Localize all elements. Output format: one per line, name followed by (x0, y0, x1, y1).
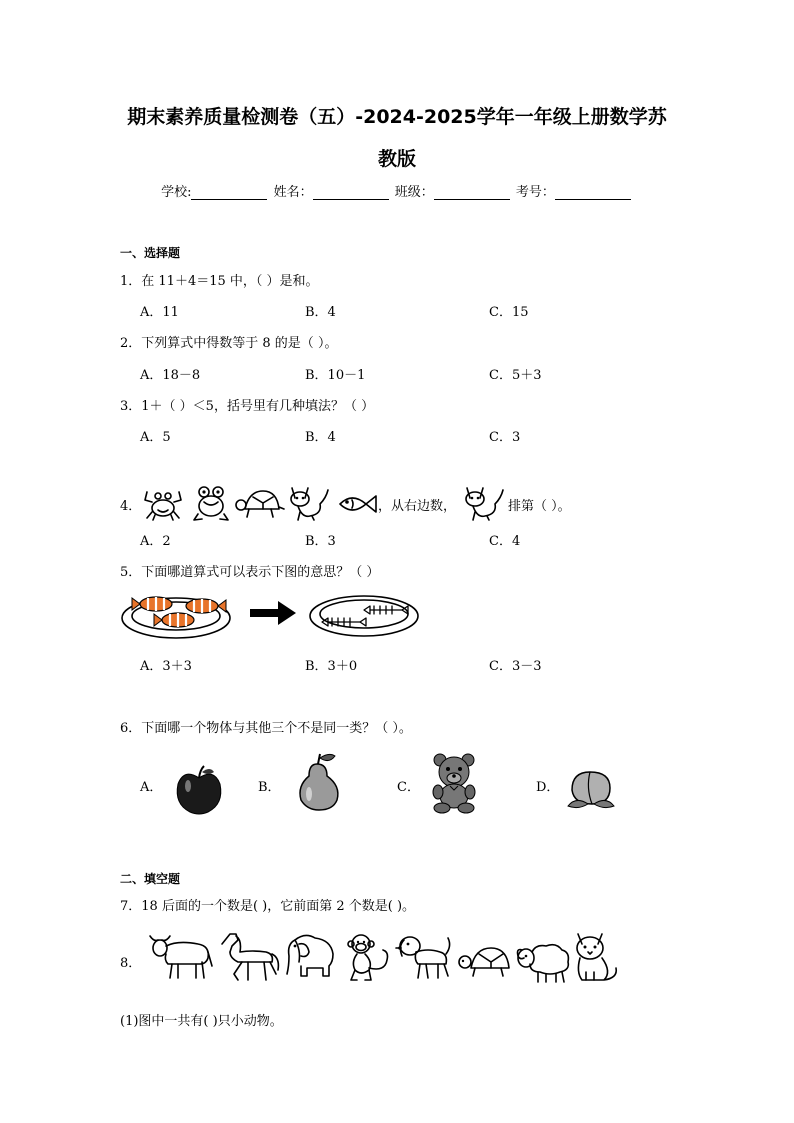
monkey-icon (345, 932, 391, 984)
q6-option-a[interactable]: A． (140, 780, 163, 795)
q6-option-b[interactable]: B． (258, 780, 281, 795)
q6-option-d[interactable]: D． (536, 780, 560, 795)
bull-icon (148, 932, 214, 982)
class-label: 班级： (394, 185, 434, 200)
question-8-sub-1: (1)图中一共有( )只小动物。 (120, 1014, 283, 1029)
q1-option-b[interactable]: B．4 (305, 305, 336, 320)
q2-option-a[interactable]: A．18－8 (140, 368, 201, 383)
dog-icon (396, 932, 454, 982)
teddy-bear-icon (428, 752, 482, 814)
q4-option-b[interactable]: B．3 (305, 534, 336, 549)
q2-option-c[interactable]: C．5＋3 (489, 368, 542, 383)
crab-icon (143, 486, 183, 522)
student-info-line (0, 181, 794, 200)
q3-option-a[interactable]: A．5 (140, 430, 171, 445)
elephant-icon (285, 932, 337, 980)
q4-option-c[interactable]: C．4 (489, 534, 521, 549)
name-blank[interactable] (313, 185, 389, 200)
plate-with-fish-icon (120, 588, 232, 640)
question-7: 7．18 后面的一个数是( )，它前面第 2 个数是( )。 (120, 899, 416, 914)
question-4-number: 4． (120, 499, 142, 514)
turtle-icon-2 (457, 944, 513, 980)
sheep-icon (516, 940, 572, 984)
frog-icon (192, 484, 230, 522)
q3-option-c[interactable]: C．3 (489, 430, 521, 445)
question-4-text-end: 排第（ ）。 (508, 499, 571, 514)
page-title: 期末素养质量检测卷（五）-2024-2025学年一年级上册数学苏 (127, 106, 667, 128)
school-blank[interactable] (191, 185, 267, 200)
arrow-right-icon (250, 601, 296, 625)
question-2: 2．下列算式中得数等于 8 的是（ ）。 (120, 336, 338, 351)
q5-option-c[interactable]: C．3－3 (489, 659, 542, 674)
question-3: 3．1＋（ ）＜5，括号里有几种填法？（ ） (120, 399, 375, 414)
fish-icon (338, 490, 378, 518)
q1-option-c[interactable]: C．15 (489, 305, 529, 320)
question-6: 6．下面哪一个物体与其他三个不是同一类？（ ）。 (120, 721, 412, 736)
q5-option-b[interactable]: B．3＋0 (305, 659, 358, 674)
q1-option-a[interactable]: A．11 (140, 305, 179, 320)
section-heading-choice: 一、选择题 (120, 246, 181, 260)
q6-option-c[interactable]: C． (397, 780, 420, 795)
page-title-continued: 教版 (377, 148, 416, 170)
cat-reference-icon (463, 482, 507, 522)
q4-option-a[interactable]: A．2 (140, 534, 171, 549)
school-label: 学校: (161, 185, 192, 200)
exam-no-label: 考号： (515, 185, 555, 200)
q3-option-b[interactable]: B．4 (305, 430, 336, 445)
apple-icon (174, 764, 224, 816)
exam-no-blank[interactable] (555, 185, 631, 200)
question-5: 5．下面哪道算式可以表示下图的意思？（ ） (120, 565, 380, 580)
turtle-icon (235, 487, 285, 521)
pear-icon (293, 752, 343, 812)
section-heading-fill: 二、填空题 (120, 872, 181, 886)
horse-icon (218, 930, 280, 984)
q2-option-b[interactable]: B．10－1 (305, 368, 366, 383)
question-4-text-mid: ，从右边数， (378, 499, 457, 514)
question-8-number: 8． (120, 956, 142, 971)
plate-with-fish-bones-icon (308, 588, 420, 640)
question-1: 1．在 11＋4＝15 中，（ ）是和。 (120, 274, 319, 289)
name-label: 姓名： (273, 185, 313, 200)
class-blank[interactable] (434, 185, 510, 200)
peach-icon (566, 766, 616, 810)
kitten-icon (572, 932, 620, 984)
cat-icon (288, 482, 332, 522)
q5-option-a[interactable]: A．3＋3 (140, 659, 192, 674)
